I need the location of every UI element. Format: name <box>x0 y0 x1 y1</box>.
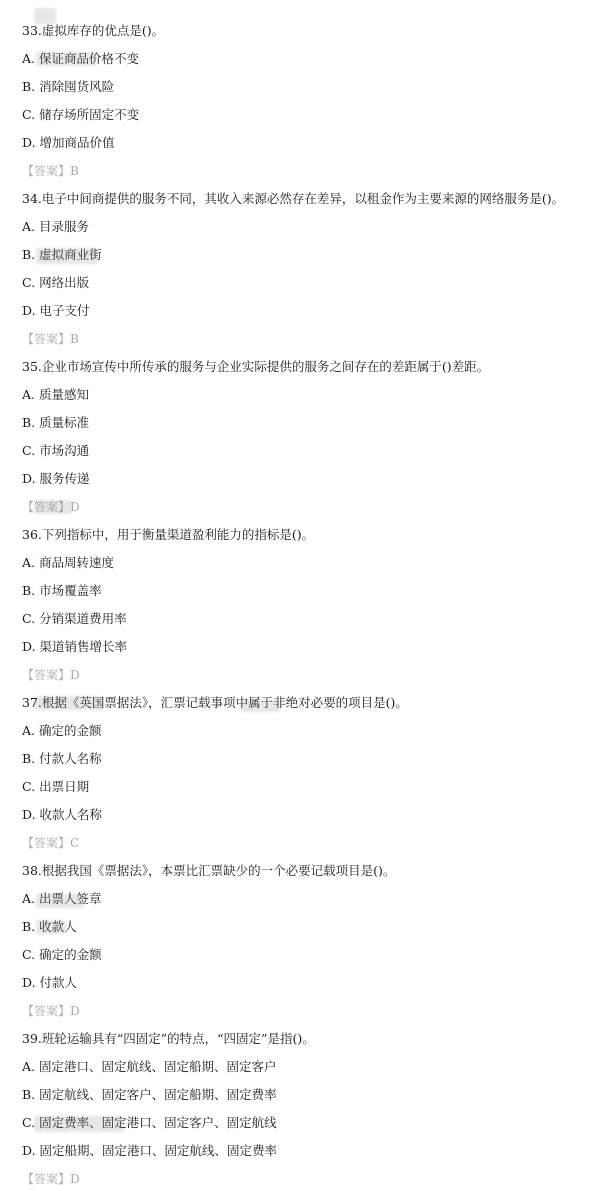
watermark-smudge <box>34 500 72 514</box>
option-34-c: C. 网络出版 <box>22 275 90 290</box>
option-33-b: B. 消除囤货风险 <box>22 79 115 94</box>
answer-39: 【答案】D <box>22 1172 80 1186</box>
question-35: 35.企业市场宣传中所传承的服务与企业实际提供的服务之间存在的差距属于()差距。 <box>22 359 490 374</box>
option-39-a: A. 固定港口、固定航线、固定船期、固定客户 <box>22 1059 277 1074</box>
option-38-c: C. 确定的金额 <box>22 947 102 962</box>
watermark-smudge <box>34 8 56 24</box>
option-37-c: C. 出票日期 <box>22 779 90 794</box>
option-35-b: B. 质量标准 <box>22 415 90 430</box>
option-39-d: D. 固定船期、固定港口、固定航线、固定费率 <box>22 1143 278 1158</box>
option-35-c: C. 市场沟通 <box>22 443 90 458</box>
option-38-a: A. 出票人签章 <box>22 891 102 906</box>
option-33-d: D. 增加商品价值 <box>22 135 115 150</box>
option-35-d: D. 服务传递 <box>22 471 90 486</box>
question-39: 39.班轮运输具有“四固定”的特点，“四固定”是指()。 <box>22 1031 315 1046</box>
option-36-d: D. 渠道销售增长率 <box>22 639 128 654</box>
option-36-c: C. 分销渠道费用率 <box>22 611 127 626</box>
option-38-d: D. 付款人 <box>22 975 78 990</box>
watermark-smudge <box>36 52 96 66</box>
question-34: 34.电子中间商提供的服务不同，其收入来源必然存在差异，以租金作为主要来源的网络服务是()。 <box>22 191 565 206</box>
option-37-a: A. 确定的金额 <box>22 723 102 738</box>
answer-36: 【答案】D <box>22 668 80 682</box>
option-39-c: C. 固定费率、固定港口、固定客户、固定航线 <box>22 1115 277 1130</box>
option-33-a: A. 保证商品价格不变 <box>22 51 139 66</box>
option-34-d: D. 电子支付 <box>22 303 90 318</box>
watermark-smudge <box>34 1116 124 1132</box>
option-35-a: A. 质量感知 <box>22 387 89 402</box>
answer-37: 【答案】C <box>22 836 80 850</box>
answer-33: 【答案】B <box>22 164 79 178</box>
option-33-c: C. 储存场所固定不变 <box>22 107 140 122</box>
question-38: 38.根据我国《票据法》，本票比汇票缺少的一个必要记载项目是()。 <box>22 863 396 878</box>
question-33: 33.虚拟库存的优点是()。 <box>22 23 165 38</box>
watermark-smudge <box>36 894 84 908</box>
option-34-b: B. 虚拟商业街 <box>22 247 102 262</box>
answer-34: 【答案】B <box>22 332 79 346</box>
option-36-b: B. 市场覆盖率 <box>22 583 102 598</box>
option-36-a: A. 商品周转速度 <box>22 555 114 570</box>
answer-35: 【答案】D <box>22 500 80 514</box>
watermark-smudge <box>240 700 280 712</box>
watermark-smudge <box>36 248 98 264</box>
option-38-b: B. 收款人 <box>22 919 77 934</box>
question-36: 36.下列指标中，用于衡量渠道盈利能力的指标是()。 <box>22 527 315 542</box>
watermark-smudge <box>36 920 66 934</box>
option-39-b: B. 固定航线、固定客户、固定船期、固定费率 <box>22 1087 277 1102</box>
option-34-a: A. 目录服务 <box>22 219 89 234</box>
watermark-smudge <box>34 696 104 710</box>
answer-38: 【答案】D <box>22 1004 80 1018</box>
question-37: 37.根据《英国票据法》，汇票记载事项中属于非绝对必要的项目是()。 <box>22 695 408 710</box>
option-37-d: D. 收款人名称 <box>22 807 103 822</box>
option-37-b: B. 付款人名称 <box>22 751 102 766</box>
